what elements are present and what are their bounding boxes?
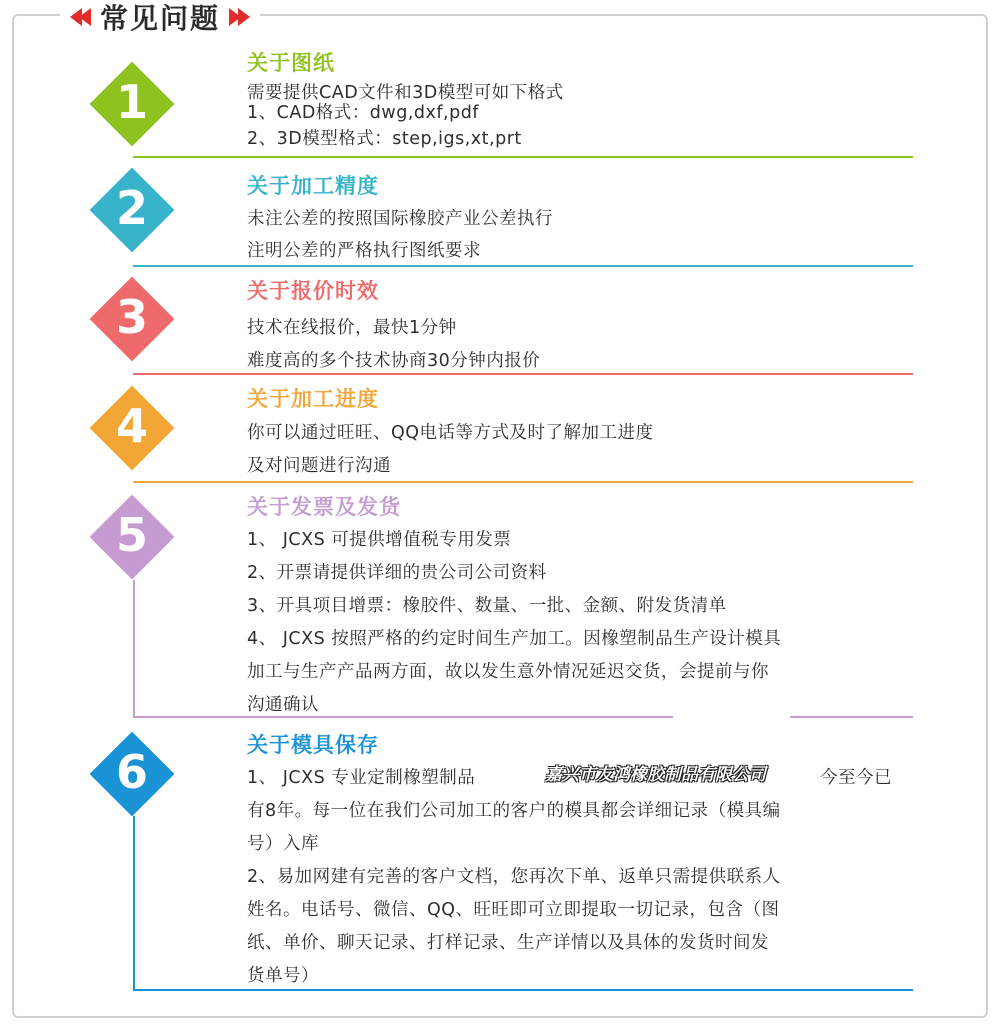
section-line: 纸、单价、聊天记录、打样记录、生产详情以及具体的发货时间发 — [247, 933, 769, 953]
section-line: 4、 JCXS 按照严格的约定时间生产加工。因橡塑制品生产设计模具 — [247, 629, 782, 649]
section-number-4: 4 — [115, 399, 148, 453]
section-line: 3、开具项目增票：橡胶件、数量、一批、金额、附发货清单 — [247, 596, 727, 616]
section-divider-4 — [133, 481, 913, 483]
section-line: 你可以通过旺旺、QQ电话等方式及时了解加工进度 — [247, 423, 654, 443]
chevron-right-icon — [232, 8, 250, 26]
section-line: 1、CAD格式：dwg,dxf,pdf — [247, 103, 479, 123]
section-connector-6 — [133, 816, 135, 991]
section-line: 未注公差的按照国际橡胶产业公差执行 — [247, 209, 553, 229]
section-title-1: 关于图纸 — [247, 51, 335, 75]
chevron-left-icon — [70, 8, 88, 26]
section-line: 2、易加网建有完善的客户文档，您再次下单、返单只需提供联系人 — [247, 867, 781, 887]
section-line: 技术在线报价，最快1分钟 — [247, 318, 457, 338]
section-number-6: 6 — [115, 745, 148, 799]
section-line: 加工与生产产品两方面，故以发生意外情况延迟交货，会提前与你 — [247, 662, 769, 682]
section-divider-5b — [790, 716, 913, 718]
section-number-5: 5 — [115, 508, 148, 562]
page-title: 常见问题 — [100, 2, 221, 35]
section-number-1: 1 — [115, 75, 148, 129]
section-line: 需要提供CAD文件和3D模型可如下格式 — [247, 83, 564, 103]
section-line: 2、3D模型格式：step,igs,xt,prt — [247, 129, 522, 149]
section-line: 难度高的多个技术协商30分钟内报价 — [247, 351, 541, 371]
section-line: 号）入库 — [247, 834, 319, 854]
company-watermark: 嘉兴市友鸿橡胶制品有限公司 — [545, 765, 766, 785]
section-divider-6 — [133, 989, 913, 991]
section-title-4: 关于加工进度 — [247, 387, 379, 411]
section-title-6: 关于模具保存 — [247, 733, 379, 757]
section-line: 注明公差的严格执行图纸要求 — [247, 241, 481, 261]
section-divider-2 — [133, 265, 913, 267]
section-divider-3 — [133, 373, 913, 375]
section-title-3: 关于报价时效 — [247, 279, 379, 303]
faq-header — [60, 0, 260, 34]
section-line: 沟通确认 — [247, 695, 319, 715]
section-line: 及对问题进行沟通 — [247, 456, 391, 476]
section-number-3: 3 — [115, 290, 148, 344]
section-line-tail: 今至今已 — [820, 768, 892, 788]
section-connector-5 — [133, 580, 135, 717]
section-number-2: 2 — [115, 181, 148, 235]
section-divider-5a — [133, 716, 673, 718]
section-line: 1、 JCXS 专业定制橡塑制品 — [247, 768, 476, 788]
section-line: 2、开票请提供详细的贵公司公司资料 — [247, 563, 547, 583]
section-divider-1 — [133, 156, 913, 158]
section-title-5: 关于发票及发货 — [247, 495, 401, 519]
section-line: 1、 JCXS 可提供增值税专用发票 — [247, 530, 512, 550]
section-title-2: 关于加工精度 — [247, 174, 379, 198]
section-line: 姓名。电话号、微信、QQ、旺旺即可立即提取一切记录，包含（图 — [247, 900, 780, 920]
section-line: 有8年。每一位在我们公司加工的客户的模具都会详细记录（模具编 — [247, 801, 781, 821]
section-line: 货单号） — [247, 966, 319, 986]
